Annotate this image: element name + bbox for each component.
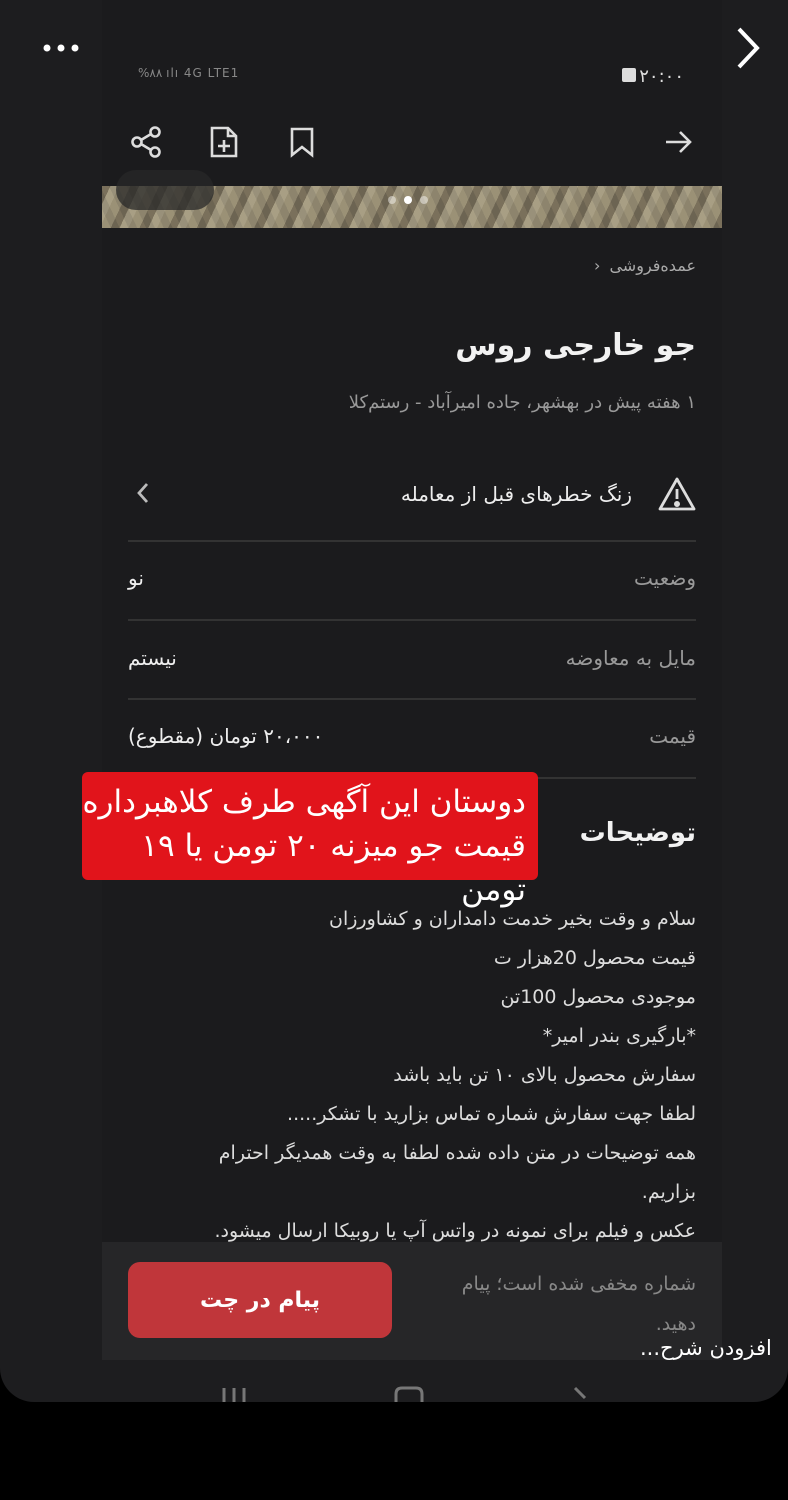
description-line: لطفا جهت سفارش شماره تماس بزارید با تشکر..... <box>287 1103 696 1125</box>
home-icon[interactable] <box>394 1386 424 1402</box>
description-line: بزاریم. <box>641 1181 696 1203</box>
divider <box>128 698 696 700</box>
breadcrumb[interactable] <box>594 256 696 275</box>
chevron-left-icon: ‹ <box>593 256 601 275</box>
description-line: قیمت محصول 20هزار ت <box>493 947 696 969</box>
detail-row-price <box>128 718 696 758</box>
description-title: توضیحات <box>579 818 696 848</box>
detail-value: نو <box>128 566 144 590</box>
detail-value: ۲۰،۰۰۰ تومان (مقطوع) <box>128 724 324 748</box>
scam-warning-label: زنگ خطرهای قبل از معامله <box>400 482 632 506</box>
chevron-right-icon[interactable] <box>728 16 768 80</box>
ad-screenshot <box>102 0 722 1360</box>
description-line: همه توضیحات در متن داده شده لطفا به وقت همدیگر احترام <box>218 1142 696 1164</box>
photo-pagination <box>388 196 428 204</box>
more-dots-icon[interactable] <box>36 16 86 80</box>
story-text-sticker[interactable] <box>82 772 538 908</box>
bookmark-icon[interactable] <box>282 122 322 162</box>
detail-key: وضعیت <box>634 566 696 590</box>
detail-row-exchange <box>128 640 696 680</box>
sticker-line: قیمت جو میزنه ۲۰ تومن یا ۱۹ تومن <box>141 828 526 908</box>
scam-warning-row[interactable] <box>128 470 696 522</box>
detail-key: مایل به معاوضه <box>565 646 696 670</box>
back-arrow-icon[interactable] <box>658 122 698 162</box>
recent-apps-icon[interactable] <box>220 1386 248 1402</box>
notification-icon <box>622 68 636 82</box>
add-caption-field[interactable]: افزودن شرح... <box>640 1336 772 1360</box>
status-time: ۲۰:۰۰ <box>639 66 684 87</box>
status-bar <box>102 62 722 96</box>
description-line: سلام و وقت بخیر خدمت دامداران و کشاورزان <box>328 908 696 930</box>
contact-bar <box>102 1242 722 1360</box>
sticker-line: دوستان این آگهی طرف کلاهبرداره <box>82 784 526 820</box>
detail-key: قیمت <box>649 724 696 748</box>
description-line: سفارش محصول بالای ۱۰ تن باید باشد <box>393 1064 696 1086</box>
breadcrumb-label: عمده‌فروشی <box>609 256 696 275</box>
description-line: *بارگیری بندر امیر* <box>542 1025 696 1047</box>
chevron-left-icon <box>136 482 150 510</box>
divider <box>128 540 696 542</box>
chat-message-button[interactable]: پیام در چت <box>128 1262 392 1338</box>
back-icon[interactable] <box>572 1386 588 1402</box>
divider <box>128 619 696 621</box>
description-line: عکس و فیلم برای نمونه در واتس آپ یا روبیکا ارسال میشود. <box>214 1220 696 1242</box>
photo-counter-pill[interactable] <box>116 170 214 210</box>
hidden-number-note: شماره مخفی شده است؛ پیام دهید. <box>461 1273 696 1335</box>
warning-triangle-icon <box>658 476 696 516</box>
share-icon[interactable] <box>126 122 166 162</box>
add-note-icon[interactable] <box>204 122 244 162</box>
description-text <box>136 900 696 1251</box>
device-nav-bar <box>0 1376 788 1402</box>
description-line: موجودی محصول 100تن <box>500 986 696 1008</box>
detail-value: نیستم <box>128 646 177 670</box>
ad-title: جو خارجی روس <box>455 328 696 363</box>
ad-toolbar <box>102 112 722 172</box>
signal-indicators: %۸۸ ılı 4G LTE1 <box>138 66 240 80</box>
detail-row-condition <box>128 560 696 600</box>
ad-subtitle: ۱ هفته پیش در بهشهر، جاده امیرآباد - رستم‌کلا <box>348 392 696 413</box>
